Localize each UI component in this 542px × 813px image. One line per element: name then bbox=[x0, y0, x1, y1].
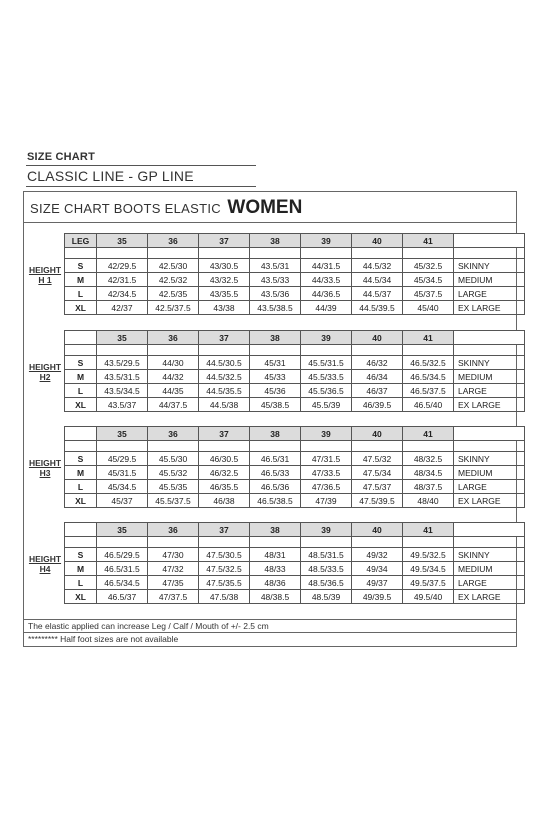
measurement-cell: 47/39 bbox=[301, 494, 352, 508]
size-table bbox=[64, 426, 525, 508]
measurement-cell: 48/34.5 bbox=[403, 466, 454, 480]
shoe-size-header: 39 bbox=[301, 234, 352, 248]
height-block bbox=[24, 233, 518, 322]
header-blank-cell bbox=[454, 427, 525, 441]
measurement-cell: 43/35.5 bbox=[199, 287, 250, 301]
shoe-size-header: 41 bbox=[403, 234, 454, 248]
measurement-cell: 49.5/34.5 bbox=[403, 562, 454, 576]
leg-size-name: MEDIUM bbox=[454, 273, 525, 287]
leg-size-code: S bbox=[65, 548, 97, 562]
shoe-size-header: 41 bbox=[403, 427, 454, 441]
measurement-cell: 48/38.5 bbox=[250, 590, 301, 604]
measurement-cell: 49.5/40 bbox=[403, 590, 454, 604]
measurement-cell: 48/31 bbox=[250, 548, 301, 562]
measurement-cell: 47.5/38 bbox=[199, 590, 250, 604]
measurement-cell: 44.5/39.5 bbox=[352, 301, 403, 315]
measurement-cell: 45/29.5 bbox=[97, 452, 148, 466]
table-row bbox=[65, 494, 525, 508]
size-table bbox=[64, 522, 525, 604]
chart-title-text: SIZE CHART BOOTS ELASTIC bbox=[30, 201, 221, 216]
measurement-cell: 47/30 bbox=[148, 548, 199, 562]
spacer-cell bbox=[352, 345, 403, 356]
height-label bbox=[25, 458, 65, 478]
measurement-cell: 46/38 bbox=[199, 494, 250, 508]
leg-size-code: XL bbox=[65, 494, 97, 508]
leg-header bbox=[65, 427, 97, 441]
measurement-cell: 48.5/33.5 bbox=[301, 562, 352, 576]
leg-size-code: S bbox=[65, 259, 97, 273]
measurement-cell: 47.5/34 bbox=[352, 466, 403, 480]
measurement-cell: 45.5/36.5 bbox=[301, 384, 352, 398]
measurement-cell: 49/34 bbox=[352, 562, 403, 576]
shoe-size-header: 36 bbox=[148, 523, 199, 537]
shoe-size-header: 39 bbox=[301, 427, 352, 441]
leg-size-code: XL bbox=[65, 590, 97, 604]
leg-header: LEG bbox=[65, 234, 97, 248]
measurement-cell: 48/33 bbox=[250, 562, 301, 576]
measurement-cell: 49.5/37.5 bbox=[403, 576, 454, 590]
size-header-row bbox=[65, 427, 525, 441]
measurement-cell: 45/34.5 bbox=[97, 480, 148, 494]
spacer-row bbox=[65, 441, 525, 452]
table-row bbox=[65, 273, 525, 287]
measurement-cell: 46.5/33 bbox=[250, 466, 301, 480]
leg-header bbox=[65, 331, 97, 345]
header-blank-cell bbox=[454, 234, 525, 248]
measurement-cell: 42.5/37.5 bbox=[148, 301, 199, 315]
measurement-cell: 44.5/34 bbox=[352, 273, 403, 287]
measurement-cell: 43.5/34.5 bbox=[97, 384, 148, 398]
spacer-cell bbox=[250, 537, 301, 548]
measurement-cell: 45.5/35 bbox=[148, 480, 199, 494]
spacer-cell bbox=[148, 345, 199, 356]
shoe-size-header: 37 bbox=[199, 427, 250, 441]
measurement-cell: 46.5/40 bbox=[403, 398, 454, 412]
table-row bbox=[65, 562, 525, 576]
leg-header bbox=[65, 523, 97, 537]
measurement-cell: 49/37 bbox=[352, 576, 403, 590]
measurement-cell: 48/40 bbox=[403, 494, 454, 508]
leg-size-code: L bbox=[65, 480, 97, 494]
leg-size-code: XL bbox=[65, 398, 97, 412]
height-code: H3 bbox=[39, 468, 51, 478]
measurement-cell: 49/39.5 bbox=[352, 590, 403, 604]
spacer-cell bbox=[199, 248, 250, 259]
shoe-size-header: 35 bbox=[97, 427, 148, 441]
table-row bbox=[65, 466, 525, 480]
header-blank-cell bbox=[454, 523, 525, 537]
leg-size-name: LARGE bbox=[454, 576, 525, 590]
table-row bbox=[65, 384, 525, 398]
measurement-cell: 46/35.5 bbox=[199, 480, 250, 494]
spacer-cell bbox=[65, 248, 97, 259]
spacer-cell bbox=[403, 248, 454, 259]
table-row bbox=[65, 548, 525, 562]
measurement-cell: 45/37 bbox=[97, 494, 148, 508]
spacer-cell bbox=[301, 345, 352, 356]
leg-size-name: LARGE bbox=[454, 384, 525, 398]
measurement-cell: 46.5/31 bbox=[250, 452, 301, 466]
table-row bbox=[65, 259, 525, 273]
measurement-cell: 45.5/37.5 bbox=[148, 494, 199, 508]
size-chart-heading: SIZE CHART bbox=[27, 151, 95, 163]
measurement-cell: 44/39 bbox=[301, 301, 352, 315]
measurement-cell: 44.5/37 bbox=[352, 287, 403, 301]
spacer-cell bbox=[148, 248, 199, 259]
measurement-cell: 47/35 bbox=[148, 576, 199, 590]
spacer-cell bbox=[250, 345, 301, 356]
shoe-size-header: 39 bbox=[301, 523, 352, 537]
table-row bbox=[65, 452, 525, 466]
measurement-cell: 44/36.5 bbox=[301, 287, 352, 301]
measurement-cell: 46.5/29.5 bbox=[97, 548, 148, 562]
measurement-cell: 47/37.5 bbox=[148, 590, 199, 604]
leg-size-code: M bbox=[65, 273, 97, 287]
spacer-cell bbox=[250, 441, 301, 452]
measurement-cell: 42.5/30 bbox=[148, 259, 199, 273]
size-header-row bbox=[65, 523, 525, 537]
measurement-cell: 49.5/32.5 bbox=[403, 548, 454, 562]
measurement-cell: 44/32 bbox=[148, 370, 199, 384]
height-label-text: HEIGHT bbox=[28, 554, 62, 564]
measurement-cell: 48/37.5 bbox=[403, 480, 454, 494]
measurement-cell: 48.5/31.5 bbox=[301, 548, 352, 562]
leg-size-name: SKINNY bbox=[454, 356, 525, 370]
spacer-cell bbox=[97, 345, 148, 356]
measurement-cell: 45.5/33.5 bbox=[301, 370, 352, 384]
leg-size-code: M bbox=[65, 466, 97, 480]
height-code: H 1 bbox=[38, 275, 52, 285]
product-line-divider bbox=[26, 186, 256, 187]
shoe-size-header: 35 bbox=[97, 331, 148, 345]
leg-size-code: M bbox=[65, 370, 97, 384]
heading-divider bbox=[26, 165, 256, 166]
measurement-cell: 47.5/30.5 bbox=[199, 548, 250, 562]
shoe-size-header: 37 bbox=[199, 523, 250, 537]
measurement-cell: 47/31.5 bbox=[301, 452, 352, 466]
measurement-cell: 46/39.5 bbox=[352, 398, 403, 412]
leg-size-name: EX LARGE bbox=[454, 590, 525, 604]
spacer-cell bbox=[454, 345, 525, 356]
height-block bbox=[24, 330, 518, 419]
title-divider bbox=[24, 222, 516, 223]
measurement-cell: 49/32 bbox=[352, 548, 403, 562]
table-row bbox=[65, 590, 525, 604]
shoe-size-header: 36 bbox=[148, 427, 199, 441]
measurement-cell: 45/37.5 bbox=[403, 287, 454, 301]
measurement-cell: 46.5/36 bbox=[250, 480, 301, 494]
spacer-cell bbox=[403, 345, 454, 356]
shoe-size-header: 40 bbox=[352, 331, 403, 345]
measurement-cell: 47.5/37 bbox=[352, 480, 403, 494]
measurement-cell: 45/34.5 bbox=[403, 273, 454, 287]
leg-size-name: LARGE bbox=[454, 480, 525, 494]
measurement-cell: 43.5/31 bbox=[250, 259, 301, 273]
footnote: The elastic applied can increase Leg / Calf / Mouth of +/- 2.5 cm bbox=[24, 619, 516, 632]
size-table bbox=[64, 330, 525, 412]
spacer-cell bbox=[148, 441, 199, 452]
shoe-size-header: 41 bbox=[403, 523, 454, 537]
height-label-text: HEIGHT bbox=[28, 362, 62, 372]
table-row bbox=[65, 301, 525, 315]
shoe-size-header: 39 bbox=[301, 331, 352, 345]
measurement-cell: 44.5/38 bbox=[199, 398, 250, 412]
leg-size-name: LARGE bbox=[454, 287, 525, 301]
measurement-cell: 48/32.5 bbox=[403, 452, 454, 466]
spacer-cell bbox=[199, 441, 250, 452]
measurement-cell: 46/32.5 bbox=[199, 466, 250, 480]
spacer-row bbox=[65, 248, 525, 259]
spacer-cell bbox=[65, 441, 97, 452]
measurement-cell: 47.5/39.5 bbox=[352, 494, 403, 508]
spacer-cell bbox=[403, 537, 454, 548]
measurement-cell: 43.5/37 bbox=[97, 398, 148, 412]
measurement-cell: 45/36 bbox=[250, 384, 301, 398]
table-row bbox=[65, 287, 525, 301]
spacer-row bbox=[65, 537, 525, 548]
measurement-cell: 44/37.5 bbox=[148, 398, 199, 412]
measurement-cell: 44/30 bbox=[148, 356, 199, 370]
table-row bbox=[65, 356, 525, 370]
leg-size-name: MEDIUM bbox=[454, 370, 525, 384]
measurement-cell: 42/34.5 bbox=[97, 287, 148, 301]
shoe-size-header: 35 bbox=[97, 234, 148, 248]
leg-size-code: L bbox=[65, 384, 97, 398]
leg-size-name: MEDIUM bbox=[454, 562, 525, 576]
product-line-heading: CLASSIC LINE - GP LINE bbox=[27, 168, 194, 184]
shoe-size-header: 38 bbox=[250, 427, 301, 441]
leg-size-name: EX LARGE bbox=[454, 398, 525, 412]
height-code: H2 bbox=[39, 372, 51, 382]
measurement-cell: 47.5/32.5 bbox=[199, 562, 250, 576]
shoe-size-header: 36 bbox=[148, 331, 199, 345]
measurement-cell: 45/32.5 bbox=[403, 259, 454, 273]
measurement-cell: 43/32.5 bbox=[199, 273, 250, 287]
spacer-cell bbox=[250, 248, 301, 259]
measurement-cell: 48.5/39 bbox=[301, 590, 352, 604]
shoe-size-header: 38 bbox=[250, 234, 301, 248]
leg-size-name: SKINNY bbox=[454, 259, 525, 273]
measurement-cell: 46.5/38.5 bbox=[250, 494, 301, 508]
spacer-cell bbox=[97, 441, 148, 452]
size-header-row bbox=[65, 234, 525, 248]
measurement-cell: 47/36.5 bbox=[301, 480, 352, 494]
shoe-size-header: 35 bbox=[97, 523, 148, 537]
table-row bbox=[65, 398, 525, 412]
footnote: ********* Half foot sizes are not available bbox=[24, 632, 516, 645]
spacer-cell bbox=[65, 537, 97, 548]
measurement-cell: 43.5/38.5 bbox=[250, 301, 301, 315]
leg-size-name: EX LARGE bbox=[454, 301, 525, 315]
measurement-cell: 44/33.5 bbox=[301, 273, 352, 287]
measurement-cell: 44.5/35.5 bbox=[199, 384, 250, 398]
spacer-cell bbox=[352, 537, 403, 548]
measurement-cell: 44/35 bbox=[148, 384, 199, 398]
spacer-cell bbox=[148, 537, 199, 548]
measurement-cell: 43.5/31.5 bbox=[97, 370, 148, 384]
size-chart-frame bbox=[23, 191, 517, 647]
shoe-size-header: 38 bbox=[250, 523, 301, 537]
leg-size-code: S bbox=[65, 452, 97, 466]
measurement-cell: 43.5/29.5 bbox=[97, 356, 148, 370]
shoe-size-header: 37 bbox=[199, 331, 250, 345]
measurement-cell: 44.5/32.5 bbox=[199, 370, 250, 384]
measurement-cell: 42/37 bbox=[97, 301, 148, 315]
shoe-size-header: 37 bbox=[199, 234, 250, 248]
spacer-cell bbox=[65, 345, 97, 356]
measurement-cell: 45.5/31.5 bbox=[301, 356, 352, 370]
measurement-cell: 43/30.5 bbox=[199, 259, 250, 273]
measurement-cell: 47/32 bbox=[148, 562, 199, 576]
measurement-cell: 46/34 bbox=[352, 370, 403, 384]
measurement-cell: 45.5/30 bbox=[148, 452, 199, 466]
measurement-cell: 44.5/30.5 bbox=[199, 356, 250, 370]
table-row bbox=[65, 576, 525, 590]
measurement-cell: 45/31 bbox=[250, 356, 301, 370]
chart-title bbox=[30, 197, 302, 219]
height-label-text: HEIGHT bbox=[28, 458, 62, 468]
spacer-cell bbox=[454, 248, 525, 259]
leg-size-code: L bbox=[65, 287, 97, 301]
table-row bbox=[65, 370, 525, 384]
height-label bbox=[25, 362, 65, 382]
leg-size-code: S bbox=[65, 356, 97, 370]
measurement-cell: 46.5/32.5 bbox=[403, 356, 454, 370]
measurement-cell: 47.5/32 bbox=[352, 452, 403, 466]
measurement-cell: 45/33 bbox=[250, 370, 301, 384]
shoe-size-header: 41 bbox=[403, 331, 454, 345]
measurement-cell: 45/38.5 bbox=[250, 398, 301, 412]
measurement-cell: 43.5/36 bbox=[250, 287, 301, 301]
measurement-cell: 46.5/31.5 bbox=[97, 562, 148, 576]
header-blank-cell bbox=[454, 331, 525, 345]
measurement-cell: 47.5/35.5 bbox=[199, 576, 250, 590]
spacer-row bbox=[65, 345, 525, 356]
height-label bbox=[25, 554, 65, 574]
measurement-cell: 44.5/32 bbox=[352, 259, 403, 273]
measurement-cell: 46.5/34.5 bbox=[403, 370, 454, 384]
measurement-cell: 46.5/37.5 bbox=[403, 384, 454, 398]
leg-size-name: EX LARGE bbox=[454, 494, 525, 508]
chart-title-gender: WOMEN bbox=[227, 197, 303, 218]
measurement-cell: 46.5/37 bbox=[97, 590, 148, 604]
table-row bbox=[65, 480, 525, 494]
leg-size-name: SKINNY bbox=[454, 452, 525, 466]
measurement-cell: 46/37 bbox=[352, 384, 403, 398]
spacer-cell bbox=[403, 441, 454, 452]
shoe-size-header: 38 bbox=[250, 331, 301, 345]
height-code: H4 bbox=[39, 564, 51, 574]
leg-size-code: M bbox=[65, 562, 97, 576]
measurement-cell: 46/32 bbox=[352, 356, 403, 370]
height-block bbox=[24, 426, 518, 515]
spacer-cell bbox=[97, 248, 148, 259]
measurement-cell: 45/31.5 bbox=[97, 466, 148, 480]
measurement-cell: 43/38 bbox=[199, 301, 250, 315]
size-header-row bbox=[65, 331, 525, 345]
spacer-cell bbox=[454, 537, 525, 548]
spacer-cell bbox=[301, 537, 352, 548]
shoe-size-header: 36 bbox=[148, 234, 199, 248]
height-label bbox=[25, 265, 65, 285]
size-table bbox=[64, 233, 525, 315]
measurement-cell: 42/31.5 bbox=[97, 273, 148, 287]
measurement-cell: 42.5/35 bbox=[148, 287, 199, 301]
measurement-cell: 46.5/34.5 bbox=[97, 576, 148, 590]
spacer-cell bbox=[301, 248, 352, 259]
shoe-size-header: 40 bbox=[352, 427, 403, 441]
spacer-cell bbox=[352, 248, 403, 259]
measurement-cell: 46/30.5 bbox=[199, 452, 250, 466]
measurement-cell: 47/33.5 bbox=[301, 466, 352, 480]
shoe-size-header: 40 bbox=[352, 234, 403, 248]
spacer-cell bbox=[301, 441, 352, 452]
height-block bbox=[24, 522, 518, 611]
leg-size-code: L bbox=[65, 576, 97, 590]
spacer-cell bbox=[97, 537, 148, 548]
spacer-cell bbox=[352, 441, 403, 452]
spacer-cell bbox=[454, 441, 525, 452]
leg-size-code: XL bbox=[65, 301, 97, 315]
measurement-cell: 48/36 bbox=[250, 576, 301, 590]
measurement-cell: 45/40 bbox=[403, 301, 454, 315]
measurement-cell: 44/31.5 bbox=[301, 259, 352, 273]
measurement-cell: 45.5/39 bbox=[301, 398, 352, 412]
measurement-cell: 43.5/33 bbox=[250, 273, 301, 287]
spacer-cell bbox=[199, 345, 250, 356]
spacer-cell bbox=[199, 537, 250, 548]
measurement-cell: 45.5/32 bbox=[148, 466, 199, 480]
leg-size-name: SKINNY bbox=[454, 548, 525, 562]
measurement-cell: 42/29.5 bbox=[97, 259, 148, 273]
leg-size-name: MEDIUM bbox=[454, 466, 525, 480]
measurement-cell: 42.5/32 bbox=[148, 273, 199, 287]
measurement-cell: 48.5/36.5 bbox=[301, 576, 352, 590]
shoe-size-header: 40 bbox=[352, 523, 403, 537]
height-label-text: HEIGHT bbox=[28, 265, 62, 275]
